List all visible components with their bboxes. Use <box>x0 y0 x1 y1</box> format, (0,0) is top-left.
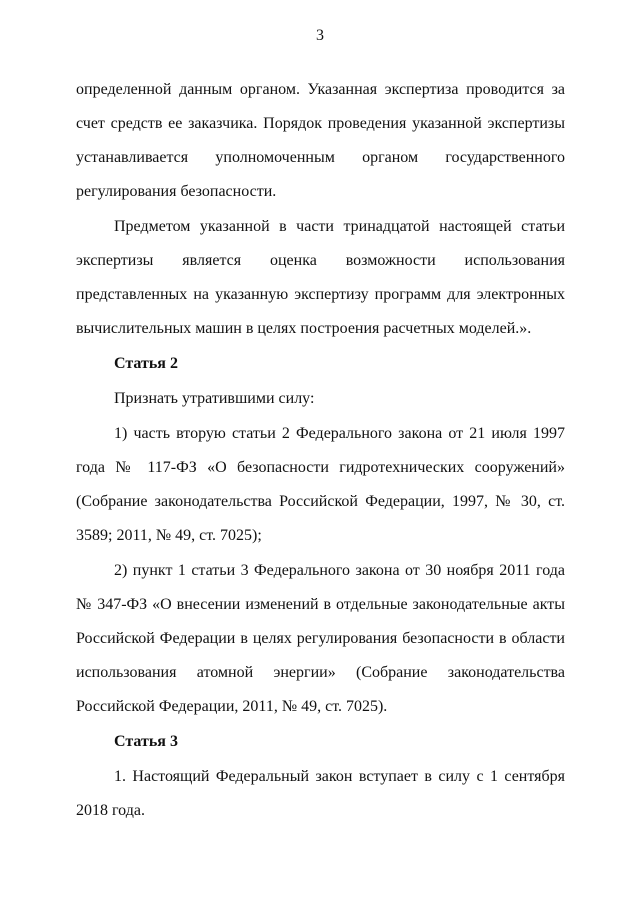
paragraph-subject-of-expertise: Предметом указанной в части тринадцатой настоящей статьи экспертизы является оценка возможности использования представленных на указанную экспертизу программ для электронных вычислительных машин в целях построения расчетных моделей.». <box>76 218 565 337</box>
page-number: 3 <box>316 27 324 44</box>
article-2-heading: Статья 2 <box>114 355 178 372</box>
article-2-item-2: 2) пункт 1 статьи 3 Федерального закона от 30 ноября 2011 года № 347-ФЗ «О внесении изменений в отдельные законодательные акты Российской Федерации в целях регулирования безопасности в области использования атомной энергии» (Собрание законодательства Российской Федерации, 2011, № 49, ст. 7025). <box>76 562 565 715</box>
article-2-item-1: 1) часть вторую статьи 2 Федерального закона от 21 июля 1997 года № 117-ФЗ «О безопасности гидротехнических сооружений» (Собрание законодательства Российской Федерации, 1997, № 30, ст. 3589; 2011, № 49, ст. 7025); <box>76 425 565 544</box>
article-3-heading: Статья 3 <box>114 733 178 750</box>
document-body <box>76 73 565 828</box>
article-3-item-1: 1. Настоящий Федеральный закон вступает в силу с 1 сентября 2018 года. <box>76 768 565 819</box>
article-2-intro: Признать утратившими силу: <box>114 390 315 407</box>
paragraph-continuation: определенной данным органом. Указанная экспертиза проводится за счет средств ее заказчика. Порядок проведения указанной экспертизы устанавливается уполномоченным органом государственного регулирования безопасности. <box>76 81 565 200</box>
